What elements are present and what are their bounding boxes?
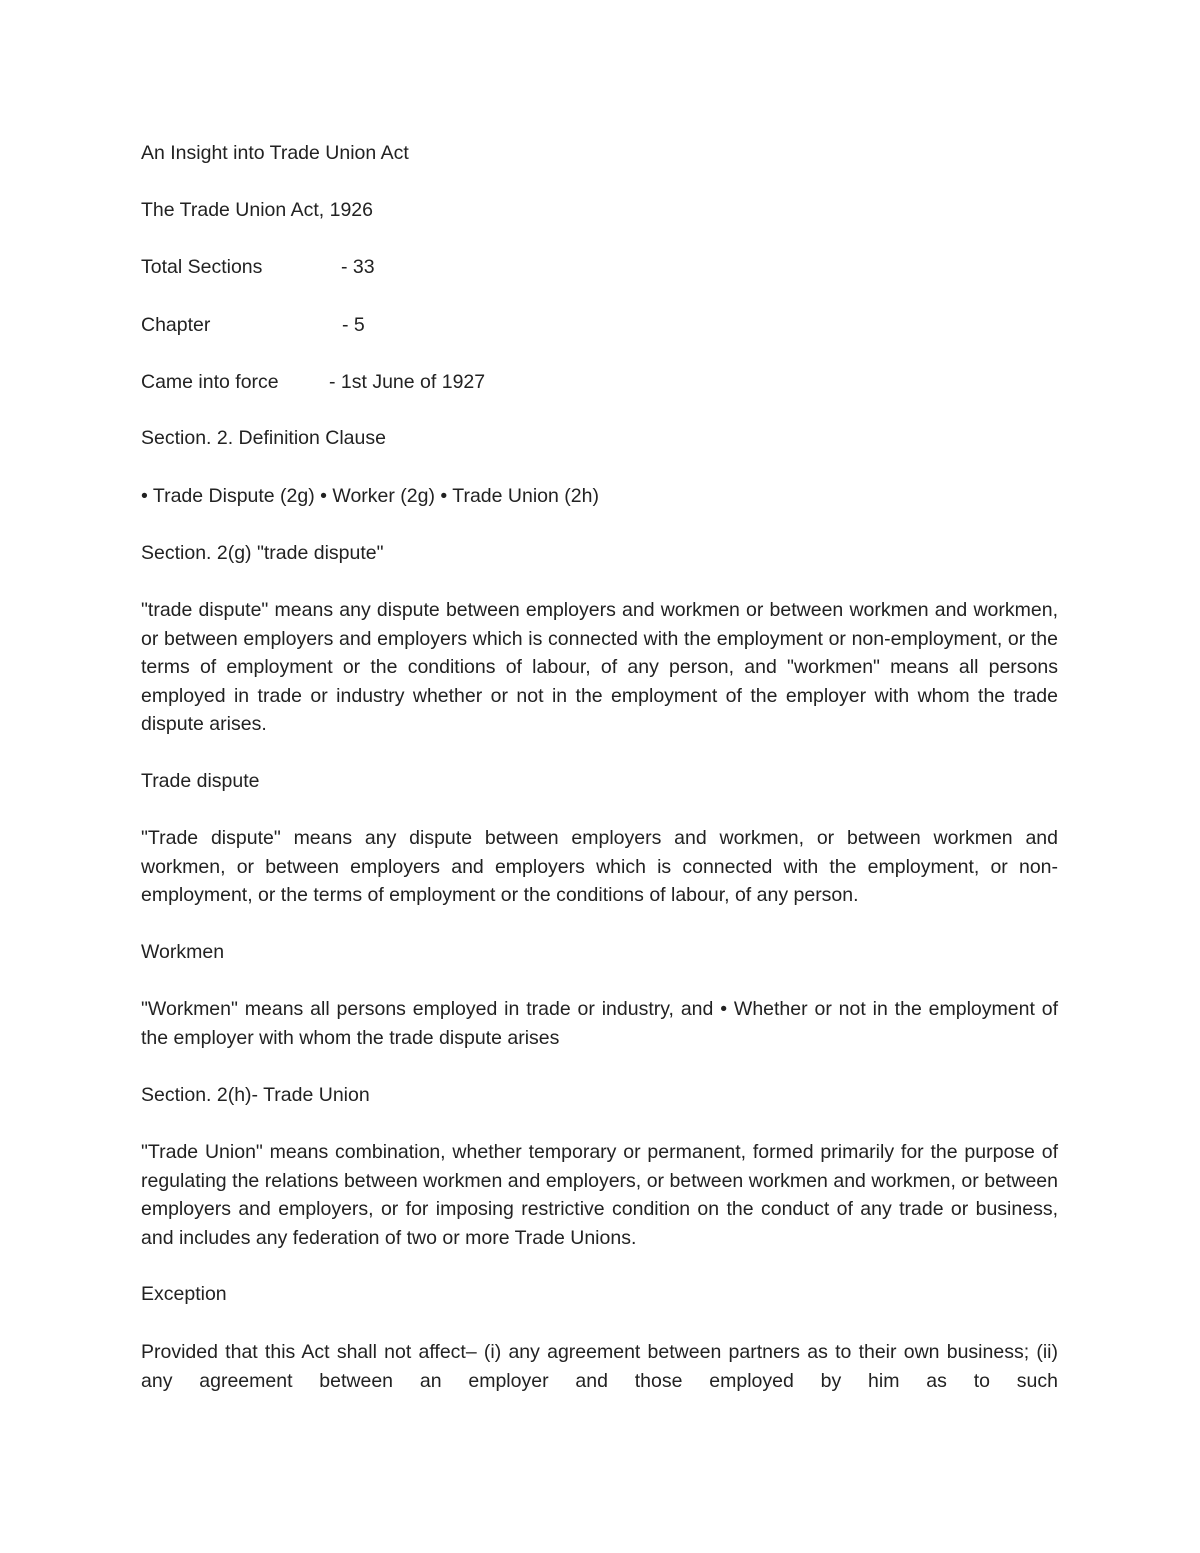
exception-heading: Exception: [141, 1283, 227, 1305]
section-2h-heading: Section. 2(h)- Trade Union: [141, 1084, 370, 1106]
fact-value: - 33: [341, 256, 375, 278]
fact-row-chapter: [141, 311, 641, 340]
act-name: The Trade Union Act, 1926: [141, 199, 373, 221]
document-title: An Insight into Trade Union Act: [141, 142, 409, 164]
workmen-paragraph: "Workmen" means all persons employed in trade or industry, and • Whether or not in the employment of the employer with whom the trade dispute arises: [141, 998, 1058, 1049]
trade-dispute-paragraph: "Trade dispute" means any dispute between employers and workmen, or between workmen and workmen, or between employers and employers which is connected with the employment, or non-employment, or the terms of employment or the conditions of labour, of any person.: [141, 827, 1058, 907]
fact-label: Chapter: [141, 314, 211, 336]
section-2h-paragraph: "Trade Union" means combination, whether temporary or permanent, formed primarily for the purpose of regulating the relations between workmen and employers, or between workmen and workmen, or between employers and employers, or for imposing restrictive condition on the conduct of any trade or business, and includes any federation of two or more Trade Unions.: [141, 1141, 1058, 1249]
fact-label: Total Sections: [141, 256, 263, 278]
section-2g-heading: Section. 2(g) "trade dispute": [141, 542, 384, 564]
fact-label: Came into force: [141, 371, 279, 393]
exception-paragraph: Provided that this Act shall not affect– (i) any agreement between partners as to their own business; (ii) any agreement between an employer and those employed by him as to such: [141, 1341, 1058, 1392]
fact-value: - 1st June of 1927: [329, 371, 486, 393]
definition-list: • Trade Dispute (2g) • Worker (2g) • Trade Union (2h): [141, 485, 599, 507]
fact-row-came-into-force: [141, 368, 641, 397]
workmen-heading: Workmen: [141, 941, 225, 963]
fact-value: - 5: [342, 314, 365, 336]
section-2g-paragraph: "trade dispute" means any dispute between employers and workmen or between workmen and workmen, or between employers and employers which is connected with the employment or non-employment, or the terms of employment or the conditions of labour, of any person, and "workmen" means all persons employed in trade or industry whether or not in the employment of the employer with whom the trade dispute arises.: [141, 599, 1058, 736]
fact-row-total-sections: [141, 253, 641, 282]
trade-dispute-heading: Trade dispute: [141, 770, 260, 792]
section-2-heading: Section. 2. Definition Clause: [141, 427, 386, 449]
